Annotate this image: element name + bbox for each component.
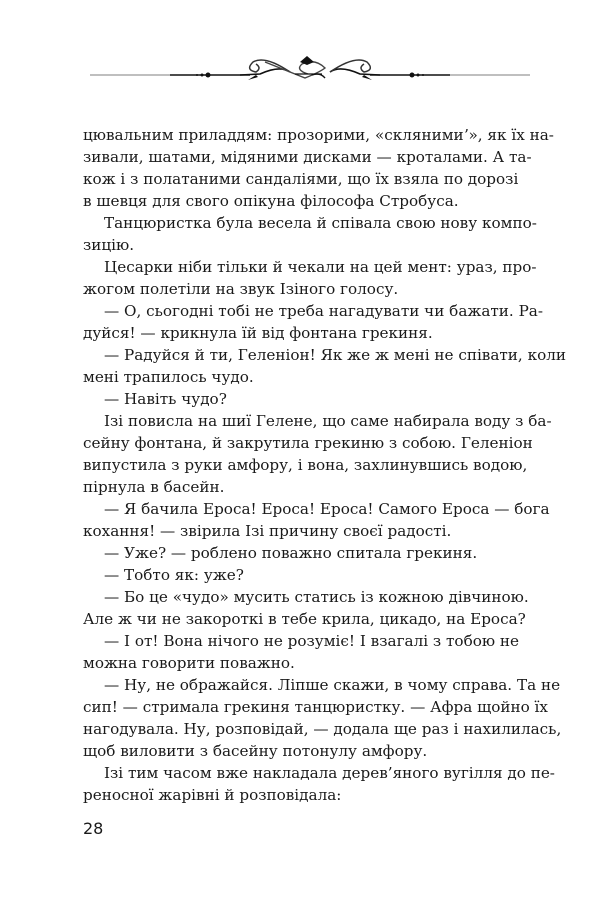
text-line: Танцюристка була весела й співала свою нову компо- xyxy=(104,214,537,232)
text-line: пірнула в басейн. xyxy=(83,478,225,496)
text-line: жогом полетіли на звук Ізіного голосу. xyxy=(83,280,399,298)
text-line: Цесарки ніби тільки й чекали на цей мент: ураз, про- xyxy=(104,258,537,276)
text-line: зицію. xyxy=(83,236,135,254)
text-line: — Уже? — роблено поважно спитала грекиня. xyxy=(104,544,478,562)
text-line: можна говорити поважно. xyxy=(83,654,295,672)
text-line: нагодувала. Ну, розповідай, — додала ще раз і нахилилась, xyxy=(83,720,562,738)
text-line: — Ну, не ображайся. Ліпше скажи, в чому справа. Та не xyxy=(104,676,561,694)
text-line: в шевця для свого опікуна філософа Стробуса. xyxy=(83,192,459,210)
text-line: мені трапилось чудо. xyxy=(83,368,254,386)
text-line: — Навіть чудо? xyxy=(104,390,227,408)
text-line: — І от! Вона нічого не розуміє! І взагалі з тобою не xyxy=(104,632,520,650)
text-line: реносної жарівні й розповідала: xyxy=(83,786,342,804)
decorative-header-ornament xyxy=(90,50,530,90)
text-line: кож і з полатаними сандаліями, що їх взяла по дорозі xyxy=(83,170,519,188)
text-line: сип! — стримала грекиня танцюристку. — Афра щойно їх xyxy=(83,698,548,716)
text-line: дуйся! — крикнула їй від фонтана грекиня. xyxy=(83,324,433,342)
text-line: зивали, шатами, мідяними дисками — кроталами. А та- xyxy=(83,148,532,166)
text-line: випустила з руки амфору, і вона, захлинувшись водою, xyxy=(83,456,528,474)
text-line: — О, сьогодні тобі не треба нагадувати чи бажати. Ра- xyxy=(104,302,543,320)
text-line: — Я бачила Ероса! Ероса! Ероса! Самого Ероса — бога xyxy=(104,500,550,518)
text-line: — Тобто як: уже? xyxy=(104,566,244,584)
text-line: — Радуйся й ти, Геленіон! Як же ж мені не співати, коли xyxy=(104,346,566,364)
text-line: Ізі тим часом вже накладала дерев’яного вугілля до пе- xyxy=(104,764,555,782)
text-line: Але ж чи не закороткі в тебе крила, цикадо, на Ероса? xyxy=(83,610,526,628)
page-number: 28 xyxy=(83,819,104,838)
text-line: кохання! — звірила Ізі причину своєї радості. xyxy=(83,522,452,540)
text-line: Ізі повисла на шиї Гелене, що саме набирала воду з ба- xyxy=(104,412,552,430)
text-line: цювальним приладдям: прозорими, «склянимиʼ», як їх на- xyxy=(83,126,554,144)
body-text xyxy=(83,124,566,806)
text-line: сейну фонтана, й закрутила грекиню з собою. Геленіон xyxy=(83,434,533,452)
text-line: — Бо це «чудо» мусить статись із кожною дівчиною. xyxy=(104,588,529,606)
text-line: щоб виловити з басейну потонулу амфору. xyxy=(83,742,428,760)
